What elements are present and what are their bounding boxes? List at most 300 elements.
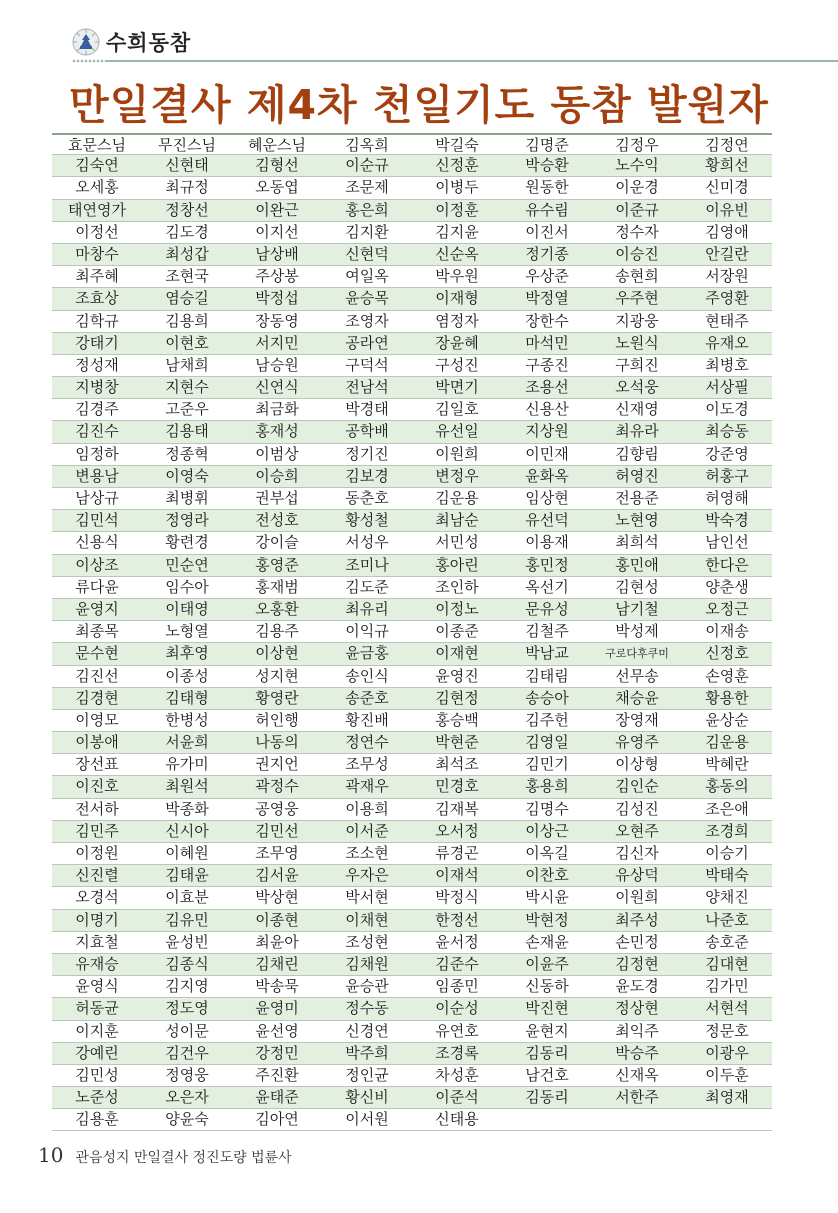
name-cell: 정영라 <box>165 511 209 530</box>
name-cell: 정문호 <box>705 1021 749 1040</box>
name-cell: 신재옥 <box>615 1065 659 1084</box>
name-cell: 이상근 <box>525 821 569 840</box>
table-row <box>52 333 772 355</box>
table-row <box>52 599 772 621</box>
name-cell: 선무송 <box>615 666 659 685</box>
name-cell: 이완근 <box>255 200 299 219</box>
table-row <box>52 377 772 399</box>
name-cell: 이태영 <box>165 599 209 618</box>
name-cell: 남기철 <box>615 599 659 618</box>
name-cell: 이정원 <box>75 844 119 862</box>
name-cell: 서장원 <box>705 267 749 286</box>
name-cell: 오은자 <box>165 1088 209 1107</box>
name-cell: 곽정수 <box>255 777 299 796</box>
name-cell: 노현영 <box>615 511 659 530</box>
name-cell: 박태숙 <box>705 866 749 885</box>
name-cell: 정상현 <box>615 999 659 1018</box>
name-cell: 이상현 <box>255 644 299 663</box>
table-row <box>52 177 772 199</box>
name-cell: 김성진 <box>615 799 659 818</box>
page-footer <box>38 1143 292 1167</box>
name-cell: 정창선 <box>165 200 209 219</box>
name-cell: 이윤주 <box>525 954 569 973</box>
name-cell: 서민성 <box>435 533 479 552</box>
name-cell: 윤영미 <box>255 999 299 1018</box>
name-cell: 권부섭 <box>255 489 299 507</box>
name-cell: 박승주 <box>615 1043 659 1062</box>
name-cell: 박남교 <box>525 644 569 663</box>
name-cell: 주상봉 <box>255 267 299 286</box>
name-cell: 김민선 <box>255 821 299 840</box>
name-cell: 조무영 <box>255 844 299 862</box>
name-cell: 김영애 <box>705 222 749 241</box>
name-cell: 동춘호 <box>345 489 389 507</box>
table-row <box>52 421 772 443</box>
name-cell: 신정훈 <box>435 156 479 175</box>
table-row <box>52 222 772 244</box>
name-cell: 최유리 <box>345 599 389 618</box>
name-cell: 한다은 <box>705 555 749 574</box>
name-cell: 유수림 <box>525 200 569 219</box>
name-cell: 김건우 <box>165 1043 209 1062</box>
name-cell: 원동한 <box>525 178 569 197</box>
name-cell: 지현수 <box>165 378 209 397</box>
name-cell: 이효분 <box>165 888 209 907</box>
name-cell: 조은애 <box>705 799 749 818</box>
name-cell: 오서정 <box>435 821 479 840</box>
name-cell: 손민정 <box>615 932 659 951</box>
name-cell: 이재형 <box>435 289 479 308</box>
name-cell: 최석조 <box>435 755 479 774</box>
name-cell: 김숙연 <box>75 156 119 175</box>
name-cell: 김용희 <box>165 311 209 330</box>
header-dots-decoration <box>72 59 106 63</box>
name-cell: 김주헌 <box>525 710 569 729</box>
name-cell: 윤성빈 <box>165 932 209 951</box>
name-cell: 신연식 <box>255 378 299 397</box>
name-cell: 유영주 <box>615 733 659 752</box>
name-cell: 박송묵 <box>255 977 299 996</box>
name-cell: 변용남 <box>75 466 119 485</box>
name-cell: 김민석 <box>75 511 119 530</box>
table-row <box>52 865 772 887</box>
name-cell: 홍민정 <box>525 555 569 574</box>
name-cell: 구성진 <box>435 355 479 374</box>
name-cell: 신현태 <box>165 156 209 175</box>
name-cell: 김가민 <box>705 977 749 996</box>
name-cell: 조인하 <box>435 577 479 596</box>
name-cell: 허동균 <box>75 999 119 1018</box>
name-cell: 임상현 <box>525 489 569 507</box>
name-cell: 황영란 <box>255 688 299 707</box>
name-cell: 신재영 <box>615 400 659 419</box>
name-cell: 이명기 <box>75 910 119 929</box>
table-row <box>52 887 772 909</box>
name-cell: 손영훈 <box>705 666 749 685</box>
name-cell: 손재윤 <box>525 932 569 951</box>
name-cell: 최종목 <box>75 622 119 641</box>
name-cell: 이상형 <box>615 755 659 774</box>
table-row <box>52 1021 772 1043</box>
name-cell: 박현정 <box>525 910 569 929</box>
name-cell: 김채린 <box>255 954 299 973</box>
name-cell: 김지영 <box>165 977 209 996</box>
name-cell: 류다윤 <box>75 577 119 596</box>
name-cell: 이원희 <box>435 444 479 463</box>
name-cell: 유선덕 <box>525 511 569 530</box>
section-title: 수희동참 <box>106 31 192 55</box>
name-cell: 이범상 <box>255 444 299 463</box>
name-cell: 김정연 <box>705 136 749 154</box>
name-cell: 이원희 <box>615 888 659 907</box>
name-cell <box>592 1109 682 1130</box>
name-cell: 김채원 <box>345 954 389 973</box>
table-row <box>52 444 772 466</box>
name-cell: 혜운스님 <box>248 136 306 154</box>
name-cell: 신진렬 <box>75 866 119 885</box>
name-cell: 윤영식 <box>75 977 119 996</box>
name-cell: 지광웅 <box>615 311 659 330</box>
name-cell: 홍동의 <box>705 777 749 796</box>
name-cell: 조경록 <box>435 1043 479 1062</box>
name-cell: 김정현 <box>615 954 659 973</box>
name-cell: 최유라 <box>615 422 659 441</box>
name-cell: 홍용희 <box>525 777 569 796</box>
name-cell: 이찬호 <box>525 866 569 885</box>
name-cell: 최주혜 <box>75 267 119 286</box>
name-cell: 조현국 <box>165 267 209 286</box>
name-cell: 최남순 <box>435 511 479 530</box>
name-cell: 강이슬 <box>255 533 299 552</box>
table-row <box>52 976 772 998</box>
name-cell: 황신비 <box>345 1088 389 1107</box>
name-cell: 신정호 <box>705 644 749 663</box>
name-cell: 이현호 <box>165 333 209 352</box>
name-cell: 송현희 <box>615 267 659 286</box>
name-cell: 이광우 <box>705 1043 749 1062</box>
name-cell: 김용훈 <box>75 1110 119 1129</box>
name-cell: 박숙경 <box>705 511 749 530</box>
name-cell: 조소현 <box>345 844 389 862</box>
name-cell: 김학규 <box>75 311 119 330</box>
name-cell: 김종식 <box>165 954 209 973</box>
name-cell: 효문스님 <box>68 136 126 154</box>
name-cell: 이준석 <box>435 1088 479 1107</box>
name-cell: 여일옥 <box>345 267 389 286</box>
name-cell: 한병성 <box>165 710 209 729</box>
name-cell: 박주희 <box>345 1043 389 1062</box>
name-cell: 강준영 <box>705 444 749 463</box>
name-cell: 김신자 <box>615 844 659 862</box>
name-cell: 남채희 <box>165 355 209 374</box>
name-cell: 나동의 <box>255 733 299 752</box>
name-cell: 윤현지 <box>525 1021 569 1040</box>
name-cell: 이도경 <box>705 400 749 419</box>
name-cell: 남상규 <box>75 489 119 507</box>
name-cell: 허영해 <box>705 489 749 507</box>
table-row <box>52 532 772 554</box>
table-row <box>52 555 772 577</box>
name-cell: 한정선 <box>435 910 479 929</box>
name-cell: 홍아린 <box>435 555 479 574</box>
name-cell: 정성재 <box>75 355 119 374</box>
name-cell: 구희진 <box>615 355 659 374</box>
table-row <box>52 776 772 798</box>
name-cell: 마석민 <box>525 333 569 352</box>
name-cell: 최금화 <box>255 400 299 419</box>
table-row <box>52 266 772 288</box>
name-cell: 박성제 <box>615 622 659 641</box>
name-cell: 박상현 <box>255 888 299 907</box>
name-cell: 윤태준 <box>255 1088 299 1107</box>
name-cell: 김영일 <box>525 733 569 752</box>
name-cell: 최윤아 <box>255 932 299 951</box>
name-cell: 이영모 <box>75 710 119 729</box>
name-cell: 이진서 <box>525 222 569 241</box>
name-cell: 성지현 <box>255 666 299 685</box>
name-cell: 이진호 <box>75 777 119 796</box>
name-cell: 노원식 <box>615 333 659 352</box>
table-row <box>52 466 772 488</box>
name-cell: 박정섭 <box>255 289 299 308</box>
table-row <box>52 133 772 155</box>
name-cell: 허홍구 <box>705 466 749 485</box>
name-cell: 박정열 <box>525 289 569 308</box>
name-cell: 박길숙 <box>435 136 479 154</box>
name-cell: 조영자 <box>345 311 389 330</box>
table-row <box>52 799 772 821</box>
name-cell: 장영재 <box>615 710 659 729</box>
name-cell: 오정근 <box>705 599 749 618</box>
table-row <box>52 643 772 665</box>
name-cell: 홍은희 <box>345 200 389 219</box>
name-cell: 남상배 <box>255 244 299 263</box>
table-row <box>52 754 772 776</box>
name-cell: 유재오 <box>705 333 749 352</box>
name-cell: 김민기 <box>525 755 569 774</box>
name-cell: 이혜원 <box>165 844 209 862</box>
name-cell: 최승동 <box>705 422 749 441</box>
name-cell: 오석웅 <box>615 378 659 397</box>
name-cell: 양춘생 <box>705 577 749 596</box>
page-number: 10 <box>38 1143 64 1167</box>
name-cell: 이유빈 <box>705 200 749 219</box>
name-cell: 남건호 <box>525 1065 569 1084</box>
name-cell: 이재현 <box>435 644 479 663</box>
name-cell: 나준호 <box>705 910 749 929</box>
name-cell: 차성훈 <box>435 1065 479 1084</box>
name-cell: 공라연 <box>345 333 389 352</box>
name-cell: 이승진 <box>615 244 659 263</box>
name-cell: 정연수 <box>345 733 389 752</box>
name-cell: 조경희 <box>705 821 749 840</box>
name-cell: 김경주 <box>75 400 119 419</box>
name-cell: 최희석 <box>615 533 659 552</box>
name-cell: 노수익 <box>615 156 659 175</box>
name-cell: 구덕석 <box>345 355 389 374</box>
name-cell: 김보경 <box>345 466 389 485</box>
name-cell: 김지환 <box>345 222 389 241</box>
name-cell: 이재석 <box>435 866 479 885</box>
name-cell: 이지훈 <box>75 1021 119 1040</box>
name-cell: 신동하 <box>525 977 569 996</box>
name-cell: 공영웅 <box>255 799 299 818</box>
name-cell: 강정민 <box>255 1043 299 1062</box>
name-cell: 최원석 <box>165 777 209 796</box>
name-cell: 김경현 <box>75 688 119 707</box>
page-title: 만일결사 제4차 천일기도 동참 발원자 <box>69 81 769 129</box>
table-row <box>52 732 772 754</box>
name-cell: 현태주 <box>705 311 749 330</box>
name-cell: 이정노 <box>435 599 479 618</box>
name-cell: 윤상순 <box>705 710 749 729</box>
name-cell: 박면기 <box>435 378 479 397</box>
name-cell: 김운용 <box>435 489 479 507</box>
name-cell: 이용재 <box>525 533 569 552</box>
name-cell: 박시윤 <box>525 888 569 907</box>
name-cell: 윤영진 <box>435 666 479 685</box>
name-cell: 고준우 <box>165 400 209 419</box>
name-cell: 우자은 <box>345 866 389 885</box>
name-cell: 김대현 <box>705 954 749 973</box>
name-cell: 김태형 <box>165 688 209 707</box>
name-cell: 박서현 <box>345 888 389 907</box>
table-row <box>52 1065 772 1087</box>
name-cell: 김재복 <box>435 799 479 818</box>
name-cell: 최규정 <box>165 178 209 197</box>
name-cell: 문유성 <box>525 599 569 618</box>
name-cell: 공학배 <box>345 422 389 441</box>
table-row <box>52 577 772 599</box>
name-cell: 장한수 <box>525 311 569 330</box>
name-cell: 이민재 <box>525 444 569 463</box>
name-cell: 김민주 <box>75 821 119 840</box>
name-cell: 오동엽 <box>255 178 299 197</box>
table-row <box>52 510 772 532</box>
table-row <box>52 821 772 843</box>
participants-table <box>52 133 772 1131</box>
name-cell: 김민성 <box>75 1065 119 1084</box>
name-cell: 서현석 <box>705 999 749 1018</box>
name-cell: 지효철 <box>75 932 119 951</box>
name-cell: 김옥희 <box>345 136 389 154</box>
name-cell: 박정식 <box>435 888 479 907</box>
name-cell: 이순성 <box>435 999 479 1018</box>
name-cell: 남승원 <box>255 355 299 374</box>
name-cell: 장동영 <box>255 311 299 330</box>
name-cell: 신시아 <box>165 821 209 840</box>
name-cell: 정인균 <box>345 1065 389 1084</box>
name-cell: 김진선 <box>75 666 119 685</box>
name-cell: 임종민 <box>435 977 479 996</box>
name-cell <box>682 1109 772 1130</box>
name-cell: 이종준 <box>435 622 479 641</box>
name-cell: 홍영준 <box>255 555 299 574</box>
name-cell: 임정하 <box>75 444 119 463</box>
name-cell: 윤도경 <box>615 977 659 996</box>
name-cell: 김일호 <box>435 400 479 419</box>
name-cell: 서지민 <box>255 333 299 352</box>
name-cell: 홍승백 <box>435 710 479 729</box>
footer-text: 관음성지 만일결사 정진도량 법륜사 <box>75 1150 292 1166</box>
name-cell: 유재승 <box>75 954 119 973</box>
table-row <box>52 621 772 643</box>
name-cell: 전성호 <box>255 511 299 530</box>
name-cell: 문수현 <box>75 644 119 663</box>
name-cell <box>502 1109 592 1130</box>
name-cell: 류경곤 <box>435 844 479 862</box>
table-row <box>52 399 772 421</box>
name-cell: 김운용 <box>705 733 749 752</box>
name-cell: 송준호 <box>345 688 389 707</box>
name-cell: 조용선 <box>525 378 569 397</box>
name-cell: 황용한 <box>705 688 749 707</box>
name-cell: 옥선기 <box>525 577 569 596</box>
name-cell: 유선일 <box>435 422 479 441</box>
name-cell: 정도영 <box>165 999 209 1018</box>
name-cell: 이순규 <box>345 156 389 175</box>
name-cell: 김유민 <box>165 910 209 929</box>
name-cell: 서상필 <box>705 378 749 397</box>
name-cell: 서한주 <box>615 1088 659 1107</box>
name-cell: 조성현 <box>345 932 389 951</box>
name-cell: 이옥길 <box>525 844 569 862</box>
name-cell: 신용산 <box>525 400 569 419</box>
table-row <box>52 288 772 310</box>
name-cell: 박혜란 <box>705 755 749 774</box>
name-cell: 김서윤 <box>255 866 299 885</box>
name-cell: 전남석 <box>345 378 389 397</box>
name-cell: 노준성 <box>75 1088 119 1107</box>
name-cell: 홍재성 <box>255 422 299 441</box>
name-cell: 이종성 <box>165 666 209 685</box>
table-row <box>52 932 772 954</box>
name-cell: 이승기 <box>705 844 749 862</box>
name-cell: 신순옥 <box>435 244 479 263</box>
name-cell: 김지윤 <box>435 222 479 241</box>
name-cell: 우주현 <box>615 289 659 308</box>
name-cell: 정영웅 <box>165 1065 209 1084</box>
name-cell: 김향림 <box>615 444 659 463</box>
name-cell: 허인행 <box>255 710 299 729</box>
name-cell: 홍재범 <box>255 577 299 596</box>
name-cell: 김철주 <box>525 622 569 641</box>
name-cell: 장선표 <box>75 755 119 774</box>
name-cell: 양윤숙 <box>165 1110 209 1129</box>
name-cell: 이서준 <box>345 821 389 840</box>
name-cell: 황성철 <box>345 511 389 530</box>
name-cell: 노형열 <box>165 622 209 641</box>
name-cell: 윤금홍 <box>345 644 389 663</box>
name-cell: 이운경 <box>615 178 659 197</box>
name-cell: 김인순 <box>615 777 659 796</box>
name-cell: 이정선 <box>75 222 119 241</box>
name-cell: 우상준 <box>525 267 569 286</box>
name-cell: 이채현 <box>345 910 389 929</box>
name-cell: 이병두 <box>435 178 479 197</box>
name-cell: 전서하 <box>75 799 119 818</box>
name-cell: 박현준 <box>435 733 479 752</box>
name-cell: 조효상 <box>75 289 119 308</box>
name-cell: 장윤혜 <box>435 333 479 352</box>
table-row <box>52 954 772 976</box>
name-cell: 윤선영 <box>255 1021 299 1040</box>
name-cell: 박종화 <box>165 799 209 818</box>
name-cell: 염승길 <box>165 289 209 308</box>
name-cell: 황련경 <box>165 533 209 552</box>
name-cell: 주진환 <box>255 1065 299 1084</box>
name-cell: 박진현 <box>525 999 569 1018</box>
